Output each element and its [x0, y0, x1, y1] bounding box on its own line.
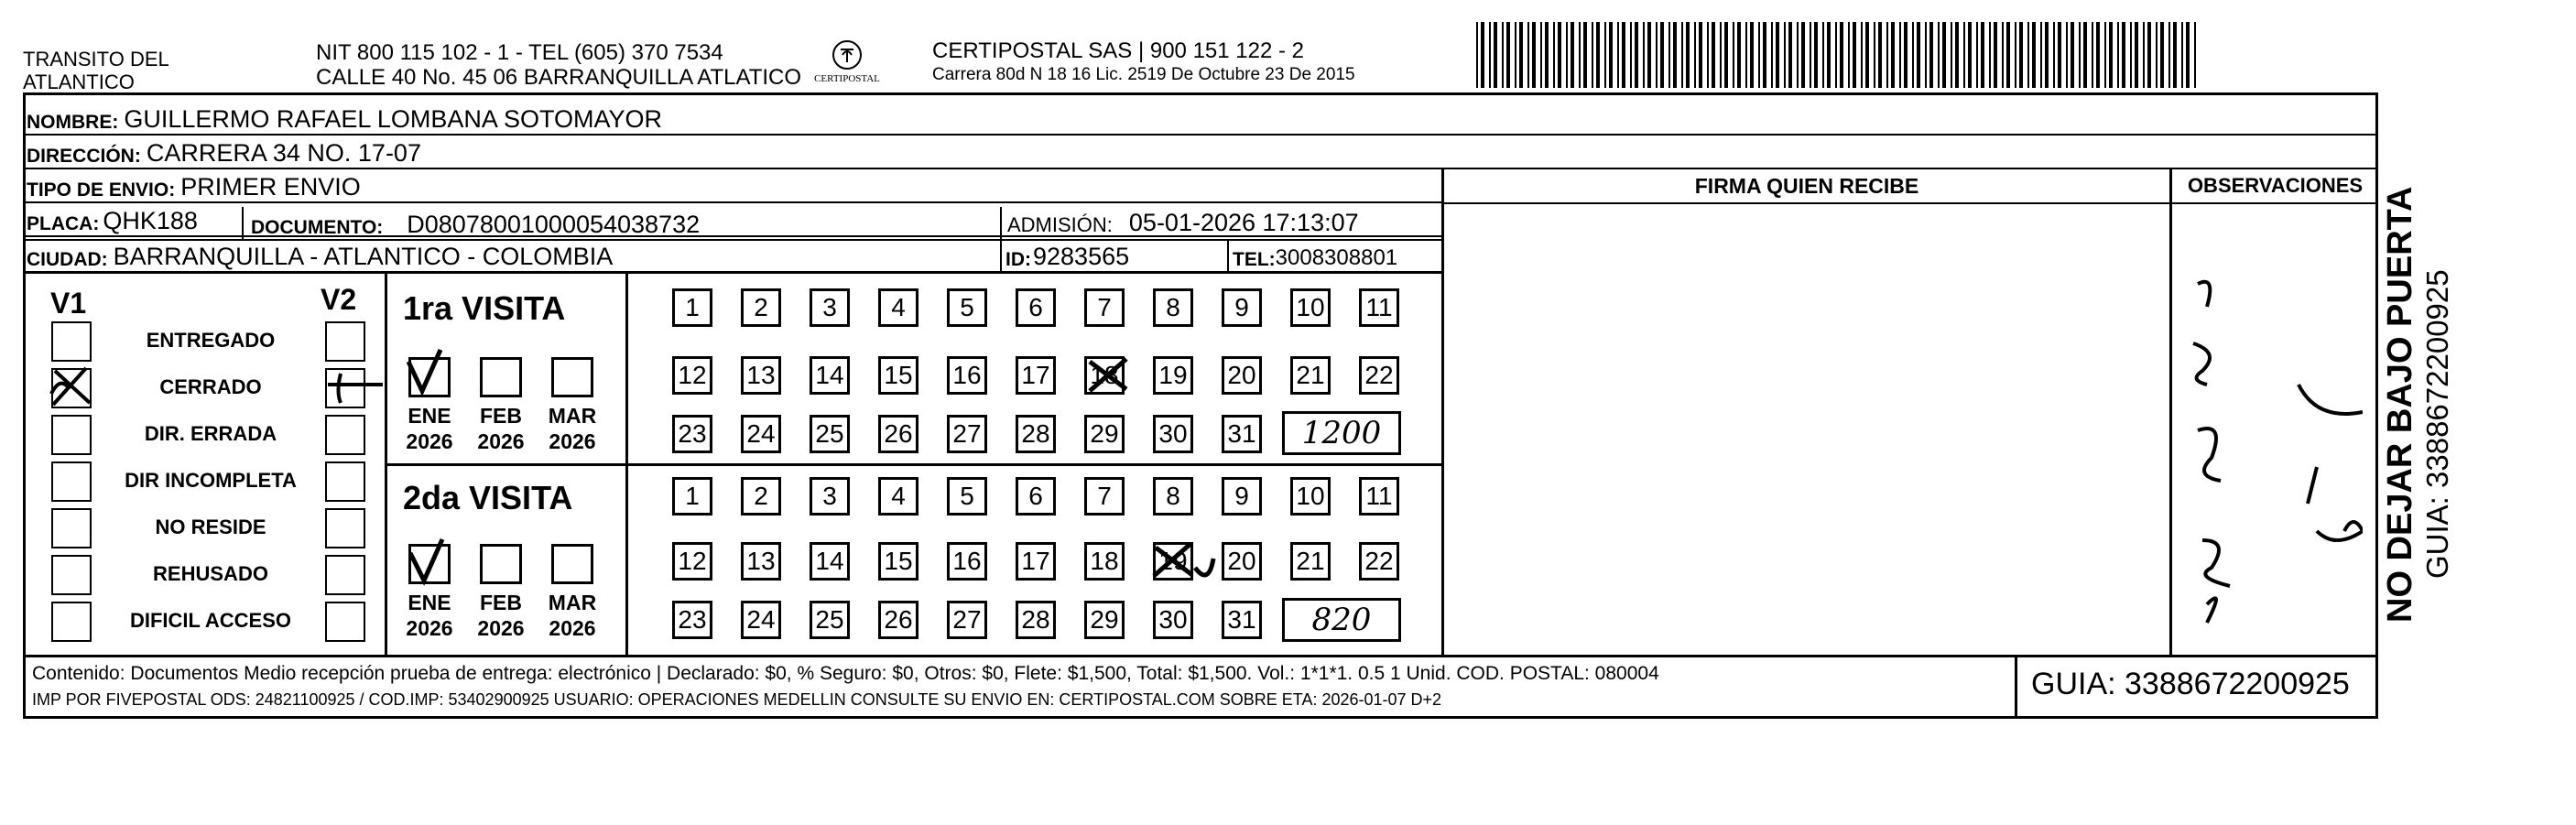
- day-box[interactable]: 7: [1084, 477, 1125, 516]
- month-name: FEB: [480, 404, 522, 428]
- footer-contenido: Contenido: Documentos Medio recepción prueba de entrega: electrónico | Declarado: $0, % Seguro: $0, Otros: $0, Flete: $1,500, Total: $1,500. Vol.: 1*1*1. 0.5 1 Unid. COD. POSTAL: 080004: [32, 663, 1659, 684]
- day-box[interactable]: 30: [1153, 601, 1193, 639]
- nit-line: NIT 800 115 102 - 1 - TEL (605) 370 7534: [316, 40, 723, 65]
- first-visit-time-value: 1200: [1301, 415, 1382, 451]
- tel-label: TEL:: [1233, 249, 1276, 270]
- day-box[interactable]: 26: [878, 601, 918, 639]
- placa-value: QHK188: [103, 207, 198, 234]
- day-box[interactable]: 14: [810, 542, 850, 581]
- day-box[interactable]: 9: [1222, 288, 1262, 327]
- day-box[interactable]: 9: [1222, 477, 1262, 516]
- day-box[interactable]: 27: [947, 601, 987, 639]
- day-box[interactable]: 5: [947, 477, 987, 516]
- day-box[interactable]: 20: [1222, 356, 1262, 395]
- obs-label: OBSERVACIONES: [2187, 174, 2364, 197]
- month-year: 2026: [549, 616, 596, 640]
- side-vertical-text: [2381, 110, 2455, 623]
- no-dejar-warning: NO DEJAR BAJO PUERTA: [2381, 186, 2419, 623]
- firma-label: FIRMA QUIEN RECIBE: [1694, 173, 1919, 198]
- day-box[interactable]: 21: [1290, 356, 1331, 395]
- documento-label: DOCUMENTO:: [251, 217, 384, 238]
- day-box[interactable]: 4: [878, 477, 918, 516]
- day-box[interactable]: 23: [672, 415, 712, 453]
- day-box[interactable]: 10: [1290, 477, 1331, 516]
- day-box[interactable]: 22: [1359, 542, 1399, 581]
- day-box[interactable]: 3: [810, 477, 850, 516]
- day-box[interactable]: 25: [810, 601, 850, 639]
- day-box[interactable]: 19: [1153, 542, 1193, 581]
- day-box[interactable]: 6: [1016, 288, 1056, 327]
- reason-label: DIFICIL ACCESO: [129, 609, 291, 632]
- reason-label: REHUSADO: [153, 562, 268, 585]
- day-box[interactable]: 24: [741, 415, 781, 453]
- day-box[interactable]: 5: [947, 288, 987, 327]
- day-box[interactable]: 31: [1222, 601, 1262, 639]
- day-box[interactable]: 12: [672, 356, 712, 395]
- logo-text: CERTIPOSTAL: [814, 73, 880, 84]
- month-name: MAR: [548, 591, 597, 614]
- day-box[interactable]: 7: [1084, 288, 1125, 327]
- day-box[interactable]: 11: [1359, 477, 1399, 516]
- side-guia: GUIA: 3388672200925: [2420, 269, 2454, 579]
- day-box[interactable]: 1: [672, 288, 712, 327]
- day-box[interactable]: 17: [1016, 542, 1056, 581]
- second-visit-time-value: 820: [1311, 602, 1372, 638]
- day-box[interactable]: 19: [1153, 356, 1193, 395]
- tipo-value: PRIMER ENVIO: [180, 173, 361, 201]
- direccion-value: CARRERA 34 NO. 17-07: [146, 139, 421, 167]
- v2-label: V2: [321, 283, 357, 316]
- day-box[interactable]: 3: [810, 288, 850, 327]
- day-box[interactable]: 27: [947, 415, 987, 453]
- day-box[interactable]: 1: [672, 477, 712, 516]
- day-box[interactable]: 20: [1222, 542, 1262, 581]
- day-box[interactable]: 12: [672, 542, 712, 581]
- reason-label: CERRADO: [159, 375, 262, 398]
- month-name: ENE: [408, 591, 451, 614]
- day-box[interactable]: 13: [741, 542, 781, 581]
- footer-divider: [23, 655, 2378, 657]
- id-label: ID:: [1005, 249, 1031, 270]
- direccion-label: DIRECCIÓN:: [27, 146, 141, 167]
- day-box[interactable]: 8: [1153, 288, 1193, 327]
- first-visit-title: 1ra VISITA: [403, 289, 566, 327]
- nombre-value: GUILLERMO RAFAEL LOMBANA SOTOMAYOR: [124, 105, 662, 133]
- day-box[interactable]: 10: [1290, 288, 1331, 327]
- day-box[interactable]: 26: [878, 415, 918, 453]
- org-name: TRANSITO DEL ATLANTICO: [23, 48, 168, 93]
- day-box[interactable]: 28: [1016, 601, 1056, 639]
- tel-value: 3008308801: [1275, 245, 1398, 270]
- day-box[interactable]: 30: [1153, 415, 1193, 453]
- reason-label: DIR INCOMPLETA: [125, 469, 297, 492]
- day-box[interactable]: 6: [1016, 477, 1056, 516]
- day-box[interactable]: 29: [1084, 415, 1125, 453]
- first-visit-time: [1282, 411, 1401, 455]
- month-year: 2026: [406, 616, 453, 640]
- second-visit-time: [1282, 598, 1401, 642]
- day-box[interactable]: 29: [1084, 601, 1125, 639]
- footer-guia-divider: [2015, 656, 2017, 719]
- day-box[interactable]: 23: [672, 601, 712, 639]
- day-box[interactable]: 25: [810, 415, 850, 453]
- day-box[interactable]: 2: [741, 288, 781, 327]
- footer-guia: GUIA: 3388672200925: [2031, 667, 2350, 701]
- day-box[interactable]: 22: [1359, 356, 1399, 395]
- address-line: CALLE 40 No. 45 06 BARRANQUILLA ATLATICO: [316, 65, 802, 90]
- reason-label: NO RESIDE: [155, 516, 266, 538]
- day-box[interactable]: 2: [741, 477, 781, 516]
- day-box[interactable]: 18: [1084, 356, 1125, 395]
- ciudad-label: CIUDAD:: [27, 249, 108, 270]
- tipo-label: TIPO DE ENVIO:: [27, 179, 176, 201]
- month-name: FEB: [480, 591, 522, 614]
- month-year: 2026: [477, 429, 525, 453]
- documento-value: D08078001000054038732: [407, 211, 701, 238]
- nombre-label: NOMBRE:: [27, 112, 119, 133]
- day-box[interactable]: 18: [1084, 542, 1125, 581]
- company-line: CERTIPOSTAL SAS | 900 151 122 - 2: [932, 38, 1304, 63]
- day-box[interactable]: 4: [878, 288, 918, 327]
- day-box[interactable]: 13: [741, 356, 781, 395]
- month-name: MAR: [548, 404, 597, 428]
- day-box[interactable]: 31: [1222, 415, 1262, 453]
- day-box[interactable]: 17: [1016, 356, 1056, 395]
- day-box[interactable]: 11: [1359, 288, 1399, 327]
- license-line: Carrera 80d N 18 16 Lic. 2519 De Octubre 23 De 2015: [932, 65, 1355, 84]
- second-visit-title: 2da VISITA: [403, 479, 573, 516]
- month-name: ENE: [408, 404, 451, 428]
- day-box[interactable]: 21: [1290, 542, 1331, 581]
- day-box[interactable]: 16: [947, 542, 987, 581]
- day-box[interactable]: 14: [810, 356, 850, 395]
- v1-label: V1: [50, 287, 87, 320]
- day-box[interactable]: 28: [1016, 415, 1056, 453]
- day-box[interactable]: 16: [947, 356, 987, 395]
- day-box[interactable]: 24: [741, 601, 781, 639]
- month-year: 2026: [406, 429, 453, 453]
- admision-label: ADMISIÓN:: [1007, 213, 1113, 236]
- ciudad-value: BARRANQUILLA - ATLANTICO - COLOMBIA: [113, 243, 614, 270]
- month-year: 2026: [477, 616, 525, 640]
- placa-label: PLACA:: [27, 213, 100, 234]
- day-box[interactable]: 8: [1153, 477, 1193, 516]
- footer-imp: IMP POR FIVEPOSTAL ODS: 24821100925 / COD.IMP: 53402900925 USUARIO: OPERACIONES MEDELLIN CONSULTE SU ENVIO EN: CERTIPOSTAL.COM SOBRE ETA: 2026-01-07 D+2: [32, 690, 1442, 709]
- reason-label: ENTREGADO: [146, 329, 276, 352]
- id-value: 9283565: [1033, 243, 1130, 270]
- reason-label: DIR. ERRADA: [144, 422, 277, 445]
- day-box[interactable]: 15: [878, 356, 918, 395]
- admision-value: 05-01-2026 17:13:07: [1128, 209, 1359, 236]
- month-year: 2026: [549, 429, 596, 453]
- day-box[interactable]: 15: [878, 542, 918, 581]
